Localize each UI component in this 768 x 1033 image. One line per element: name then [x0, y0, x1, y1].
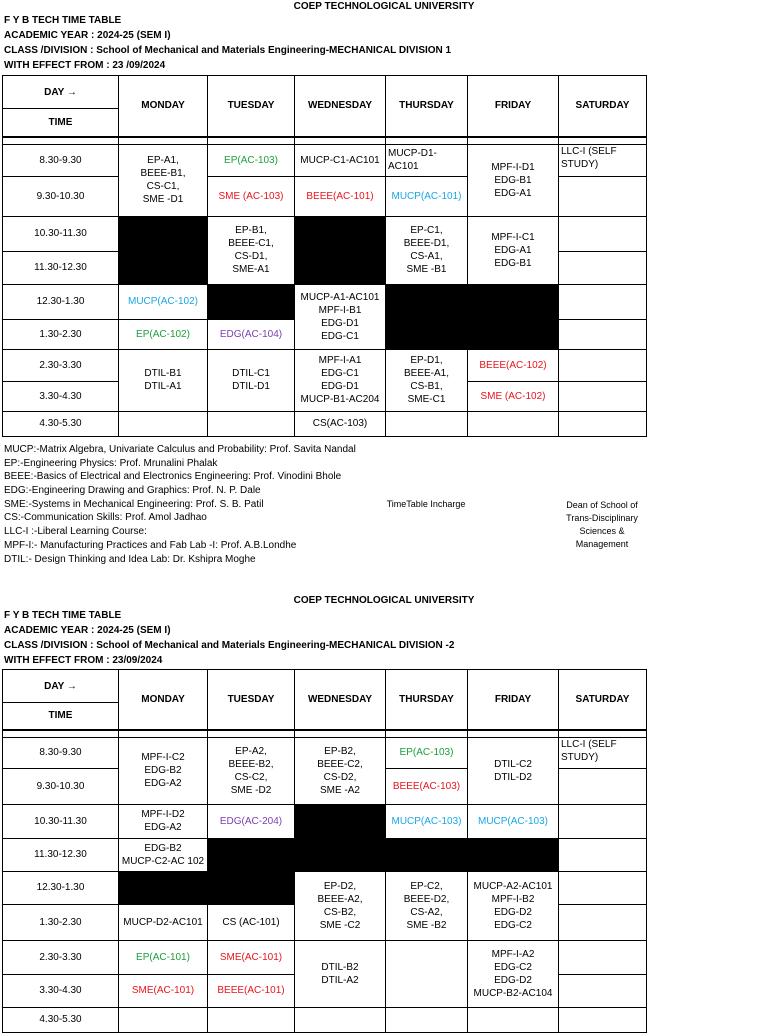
schedule-cell: BEEE(AC-101): [295, 176, 386, 216]
schedule-cell: [559, 216, 647, 251]
schedule-cell: MPF-I-A1 EDG-C1 EDG-D1 MUCP-B1-AC204: [295, 349, 386, 411]
schedule-cell: EP-A2, BEEE-B2, CS-C2, SME -D2: [208, 737, 295, 804]
schedule-cell: EP-D2, BEEE-A2, CS-B2, SME -C2: [295, 871, 386, 940]
schedule-cell: LLC-I (SELF STUDY): [559, 144, 647, 176]
schedule-cell: EDG-B2 MUCP-C2-AC 102: [119, 838, 208, 871]
timetable-title-1: F Y B TECH TIME TABLE: [4, 15, 122, 26]
timetable-title-2: F Y B TECH TIME TABLE: [4, 610, 122, 621]
schedule-cell: [468, 411, 559, 436]
time-slot: 9.30-10.30: [3, 176, 119, 216]
schedule-cell: [559, 381, 647, 411]
schedule-cell: [559, 319, 647, 349]
day-header: THURSDAY: [386, 76, 468, 137]
timetable-incharge-signature: TimeTable Incharge: [386, 499, 466, 509]
time-slot: 9.30-10.30: [3, 768, 119, 804]
schedule-cell: MPF-I-D2 EDG-A2: [119, 804, 208, 838]
schedule-cell: EP(AC-102): [119, 319, 208, 349]
legend-item: SME:-Systems in Mechanical Engineering: Prof. S. B. Patil: [4, 498, 264, 510]
schedule-cell: MUCP-A2-AC101 MPF-I-B2 EDG-D2 EDG-C2: [468, 871, 559, 940]
legend-item: BEEE:-Basics of Electrical and Electronics Engineering: Prof. Vinodini Bhole: [4, 471, 342, 483]
schedule-cell: [208, 1007, 295, 1032]
day-label: DAY →: [3, 76, 119, 109]
time-slot: 8.30-9.30: [3, 737, 119, 768]
schedule-cell: [559, 284, 647, 319]
schedule-cell: BEEE(AC-103): [386, 768, 468, 804]
blocked-cell: [468, 838, 559, 871]
time-label: TIME: [3, 109, 119, 137]
blocked-cell: [295, 216, 386, 284]
schedule-cell: [559, 768, 647, 804]
blocked-cell: [119, 216, 208, 284]
schedule-cell: MUCP-A1-AC101 MPF-I-B1 EDG-D1 EDG-C1: [295, 284, 386, 349]
schedule-cell: MPF-I-C2 EDG-B2 EDG-A2: [119, 737, 208, 804]
schedule-cell: MUCP-C1-AC101: [295, 144, 386, 176]
schedule-cell: [119, 411, 208, 436]
timetable-grid-2: [2, 669, 647, 1033]
schedule-cell: MUCP(AC-101): [386, 176, 468, 216]
schedule-cell: CS (AC-101): [208, 904, 295, 940]
legend-item: CS:-Communication Skills: Prof. Amol Jadhao: [4, 512, 207, 524]
legend-item: MUCP:-Matrix Algebra, Univariate Calculus and Probability: Prof. Savita Nandal: [4, 444, 356, 455]
schedule-cell: EP-C2, BEEE-D2, CS-A2, SME -B2: [386, 871, 468, 940]
legend-item: EDG:-Engineering Drawing and Graphics: Prof. N. P. Dale: [4, 485, 261, 497]
schedule-cell: [386, 940, 468, 1007]
schedule-cell: [559, 176, 647, 216]
effect-from-2: WITH EFFECT FROM : 23/09/2024: [4, 655, 163, 666]
schedule-cell: CS(AC-103): [295, 411, 386, 436]
academic-year-1: ACADEMIC YEAR : 2024-25 (SEM I): [4, 30, 171, 41]
schedule-cell: [559, 974, 647, 1007]
schedule-cell: [559, 411, 647, 436]
time-slot: 1.30-2.30: [3, 319, 119, 349]
time-slot: 12.30-1.30: [3, 284, 119, 319]
schedule-cell: [386, 411, 468, 436]
timetable-grid-1: [2, 75, 647, 437]
schedule-cell: SME (AC-103): [208, 176, 295, 216]
time-slot: 4.30-5.30: [3, 411, 119, 436]
schedule-cell: EP(AC-103): [208, 144, 295, 176]
university-title-2: COEP TECHNOLOGICAL UNIVERSITY: [293, 595, 475, 606]
day-header: TUESDAY: [208, 670, 295, 730]
schedule-cell: [208, 411, 295, 436]
university-title-1: COEP TECHNOLOGICAL UNIVERSITY: [293, 1, 475, 12]
day-header: FRIDAY: [468, 670, 559, 730]
schedule-cell: MUCP-D2-AC101: [119, 904, 208, 940]
schedule-cell: [559, 251, 647, 284]
schedule-cell: SME(AC-101): [119, 974, 208, 1007]
schedule-cell: [559, 904, 647, 940]
time-slot: 3.30-4.30: [3, 974, 119, 1007]
schedule-cell: EP(AC-101): [119, 940, 208, 974]
schedule-cell: BEEE(AC-101): [208, 974, 295, 1007]
schedule-cell: [386, 1007, 468, 1032]
legend-item: LLC-I :-Liberal Learning Course:: [4, 526, 147, 538]
effect-from-1: WITH EFFECT FROM : 23 /09/2024: [4, 60, 166, 71]
academic-year-2: ACADEMIC YEAR : 2024-25 (SEM I): [4, 625, 171, 636]
division-1: CLASS /DIVISION : School of Mechanical and Materials Engineering-MECHANICAL DIVISION 1: [4, 45, 452, 56]
schedule-cell: SME(AC-101): [208, 940, 295, 974]
day-header: MONDAY: [119, 670, 208, 730]
schedule-cell: EP-D1, BEEE-A1, CS-B1, SME-C1: [386, 349, 468, 411]
schedule-cell: EDG(AC-104): [208, 319, 295, 349]
schedule-cell: MUCP(AC-103): [468, 804, 559, 838]
blocked-cell: [386, 838, 468, 871]
schedule-cell: [559, 940, 647, 974]
time-slot: 1.30-2.30: [3, 904, 119, 940]
schedule-cell: [468, 1007, 559, 1032]
blocked-cell: [208, 838, 295, 871]
schedule-cell: EP-C1, BEEE-D1, CS-A1, SME -B1: [386, 216, 468, 284]
schedule-cell: MUCP(AC-103): [386, 804, 468, 838]
time-slot: 11.30-12.30: [3, 838, 119, 871]
schedule-cell: [559, 804, 647, 838]
schedule-cell: DTIL-C2 DTIL-D2: [468, 737, 559, 804]
time-slot: 2.30-3.30: [3, 940, 119, 974]
schedule-cell: MUCP(AC-102): [119, 284, 208, 319]
time-slot: 3.30-4.30: [3, 381, 119, 411]
legend-item: EP:-Engineering Physics: Prof. Mrunalini Phalak: [4, 457, 218, 469]
day-header: WEDNESDAY: [295, 76, 386, 137]
day-header: SATURDAY: [559, 670, 647, 730]
schedule-cell: [295, 1007, 386, 1032]
course-legend: [4, 443, 356, 566]
blocked-cell: [386, 284, 559, 349]
schedule-cell: [559, 871, 647, 904]
day-header: FRIDAY: [468, 76, 559, 137]
schedule-cell: MPF-I-A2 EDG-C2 EDG-D2 MUCP-B2-AC104: [468, 940, 559, 1007]
blocked-cell: [119, 871, 295, 904]
day-header: MONDAY: [119, 76, 208, 137]
schedule-cell: MPF-I-D1 EDG-B1 EDG-A1: [468, 144, 559, 216]
schedule-cell: [559, 1007, 647, 1032]
schedule-cell: BEEE(AC-102): [468, 349, 559, 381]
blocked-cell: [295, 804, 386, 871]
time-slot: 4.30-5.30: [3, 1007, 119, 1032]
schedule-cell: EP-B1, BEEE-C1, CS-D1, SME-A1: [208, 216, 295, 284]
time-slot: 10.30-11.30: [3, 216, 119, 251]
schedule-cell: MUCP-D1- AC101: [386, 144, 468, 176]
schedule-cell: LLC-I (SELF STUDY): [559, 737, 647, 768]
schedule-cell: [559, 838, 647, 871]
schedule-cell: DTIL-C1 DTIL-D1: [208, 349, 295, 411]
day-header: SATURDAY: [559, 76, 647, 137]
schedule-cell: EDG(AC-204): [208, 804, 295, 838]
day-header: TUESDAY: [208, 76, 295, 137]
day-header: THURSDAY: [386, 670, 468, 730]
schedule-cell: MPF-I-C1 EDG-A1 EDG-B1: [468, 216, 559, 284]
time-slot: 10.30-11.30: [3, 804, 119, 838]
legend-item: DTIL:- Design Thinking and Idea Lab: Dr. Kshipra Moghe: [4, 553, 256, 565]
time-label: TIME: [3, 703, 119, 730]
division-2: CLASS /DIVISION : School of Mechanical and Materials Engineering-MECHANICAL DIVISION -2: [4, 640, 455, 651]
time-slot: 12.30-1.30: [3, 871, 119, 904]
dean-signature: Dean of School of Trans-Disciplinary Sciences & Management: [566, 500, 638, 549]
blocked-cell: [208, 284, 295, 319]
schedule-cell: SME (AC-102): [468, 381, 559, 411]
schedule-cell: EP-B2, BEEE-C2, CS-D2, SME -A2: [295, 737, 386, 804]
schedule-cell: [119, 1007, 208, 1032]
schedule-cell: EP(AC-103): [386, 737, 468, 768]
schedule-cell: DTIL-B1 DTIL-A1: [119, 349, 208, 411]
day-label: DAY →: [3, 670, 119, 703]
day-header: WEDNESDAY: [295, 670, 386, 730]
schedule-cell: EP-A1, BEEE-B1, CS-C1, SME -D1: [119, 144, 208, 216]
time-slot: 2.30-3.30: [3, 349, 119, 381]
schedule-cell: DTIL-B2 DTIL-A2: [295, 940, 386, 1007]
legend-item: MPF-I:- Manufacturing Practices and Fab Lab -I: Prof. A.B.Londhe: [4, 539, 297, 551]
time-slot: 8.30-9.30: [3, 144, 119, 176]
schedule-cell: [559, 349, 647, 381]
time-slot: 11.30-12.30: [3, 251, 119, 284]
